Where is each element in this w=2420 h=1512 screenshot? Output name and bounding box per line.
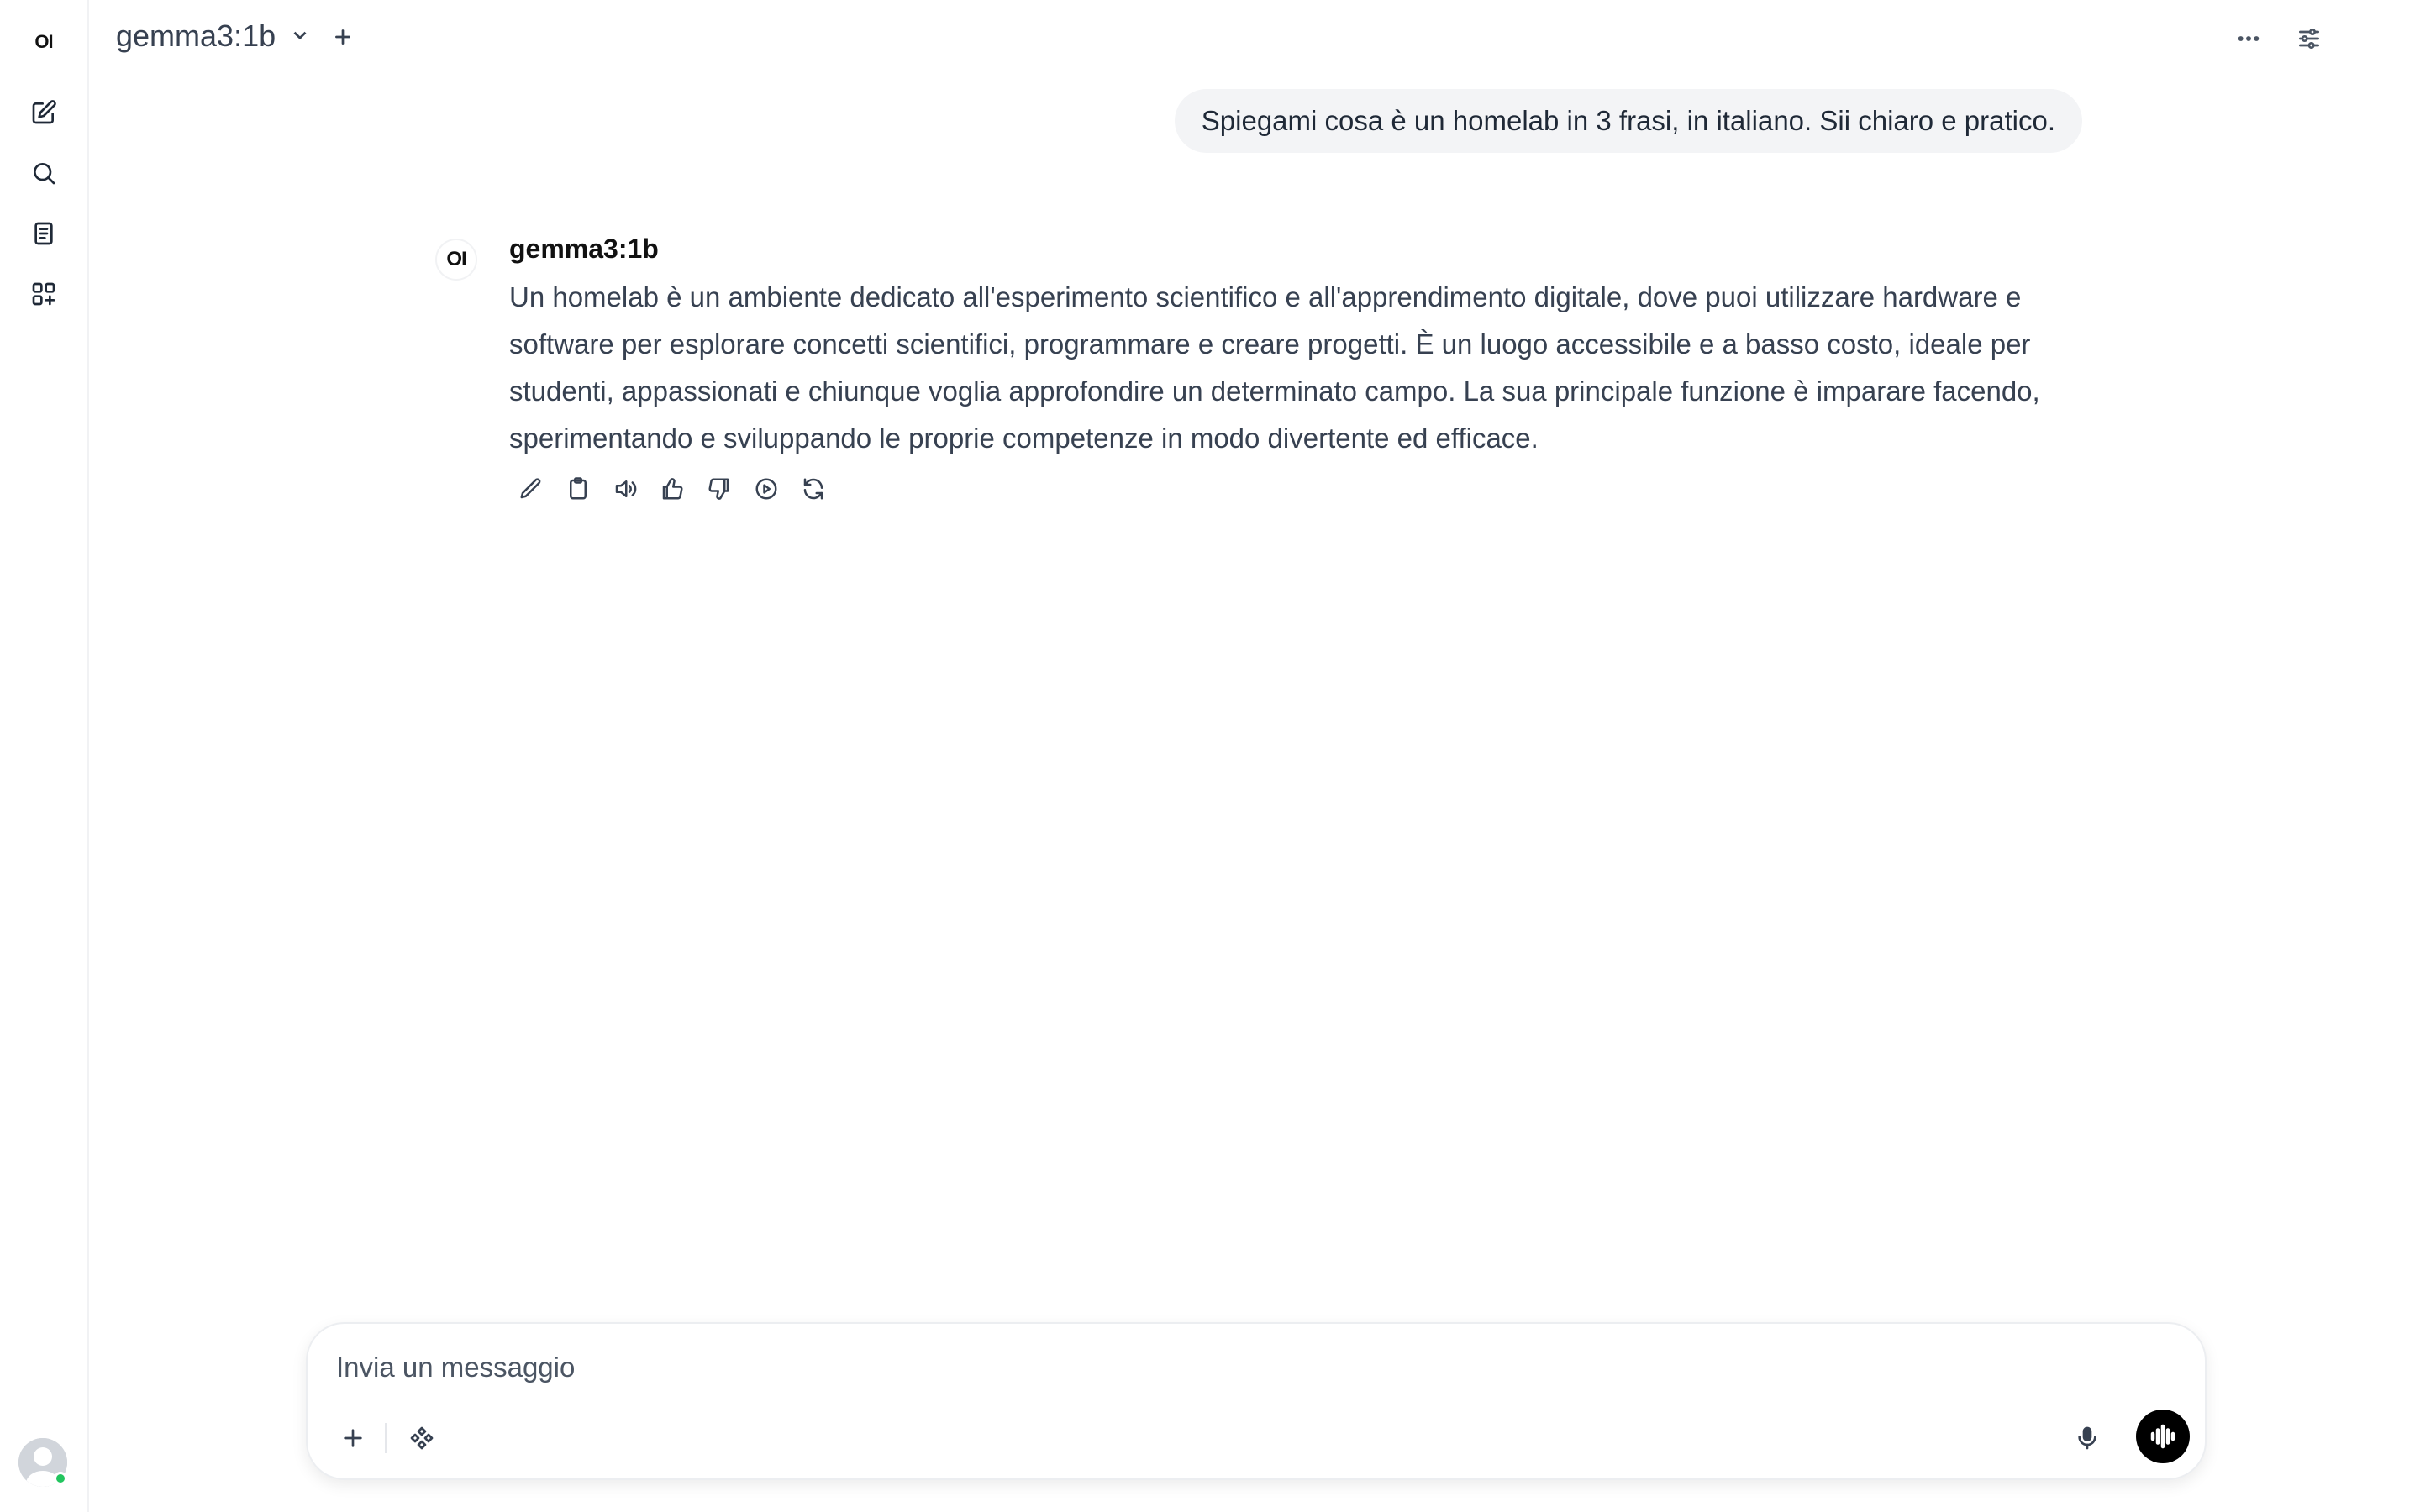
play-icon	[754, 476, 779, 501]
ellipsis-icon	[2235, 25, 2262, 52]
chat-header	[89, 0, 2420, 77]
speaker-icon	[613, 476, 638, 501]
assistant-avatar: OI	[435, 239, 477, 281]
voice-mode-button[interactable]	[2136, 1410, 2190, 1463]
attach-button[interactable]	[331, 1416, 375, 1460]
thumbs-up-icon	[660, 476, 685, 501]
notes-button[interactable]	[24, 213, 64, 254]
search-icon	[30, 160, 57, 186]
model-name-label: gemma3:1b	[116, 18, 276, 53]
sliders-icon	[2296, 25, 2323, 52]
composer-divider	[385, 1423, 387, 1453]
model-selector[interactable]	[116, 18, 311, 54]
thumbs-down-icon	[707, 476, 732, 501]
integrations-button[interactable]	[400, 1416, 444, 1460]
chevron-down-icon	[289, 18, 311, 54]
assistant-message-body	[509, 232, 2089, 506]
waveform-icon	[2148, 1421, 2178, 1452]
pencil-square-icon	[30, 99, 57, 126]
integrations-icon	[408, 1425, 435, 1452]
workspace-button[interactable]	[24, 274, 64, 314]
message-input[interactable]	[336, 1349, 2101, 1386]
search-button[interactable]	[24, 153, 64, 193]
plus-icon	[332, 26, 354, 48]
read-aloud-button[interactable]	[608, 472, 642, 506]
regenerate-icon	[801, 476, 826, 501]
good-response-button[interactable]	[655, 472, 689, 506]
add-model-button[interactable]	[326, 20, 360, 54]
dictate-button[interactable]	[2065, 1416, 2109, 1460]
sidebar	[0, 0, 89, 1512]
copy-button[interactable]	[561, 472, 595, 506]
message-composer	[306, 1322, 2207, 1480]
chat-menu-button[interactable]	[2228, 18, 2269, 59]
bad-response-button[interactable]	[702, 472, 736, 506]
app-logo[interactable]: OI	[34, 31, 53, 52]
copy-icon	[566, 476, 591, 501]
plus-icon	[339, 1425, 366, 1452]
new-chat-button[interactable]	[24, 92, 64, 133]
chat-controls-button[interactable]	[2289, 18, 2329, 59]
edit-icon	[518, 476, 544, 501]
assistant-name: gemma3:1b	[509, 234, 659, 264]
continue-response-button[interactable]	[750, 472, 783, 506]
document-icon	[30, 220, 57, 247]
assistant-message-text: Un homelab è un ambiente dedicato all'esperimento scientifico e all'apprendimento digitale, dove puoi utilizzare hardware e software per esplorare concetti scientifici, programmare e creare progetti. È un luogo accessibile e a basso costo, ideale per studenti, appassionati e chiunque voglia approfondire un determinato campo. La sua principale funzione è imparare facendo, sperimentando e sviluppando le proprie competenze in modo divertente ed efficace.	[509, 281, 2040, 454]
user-message-bubble: Spiegami cosa è un homelab in 3 frasi, in italiano. Sii chiaro e pratico.	[1175, 89, 2082, 153]
microphone-icon	[2074, 1425, 2101, 1452]
grid-plus-icon	[30, 281, 57, 307]
message-actions	[514, 472, 2089, 506]
regenerate-button[interactable]	[797, 472, 830, 506]
online-status-dot	[54, 1472, 67, 1485]
edit-button[interactable]	[514, 472, 548, 506]
